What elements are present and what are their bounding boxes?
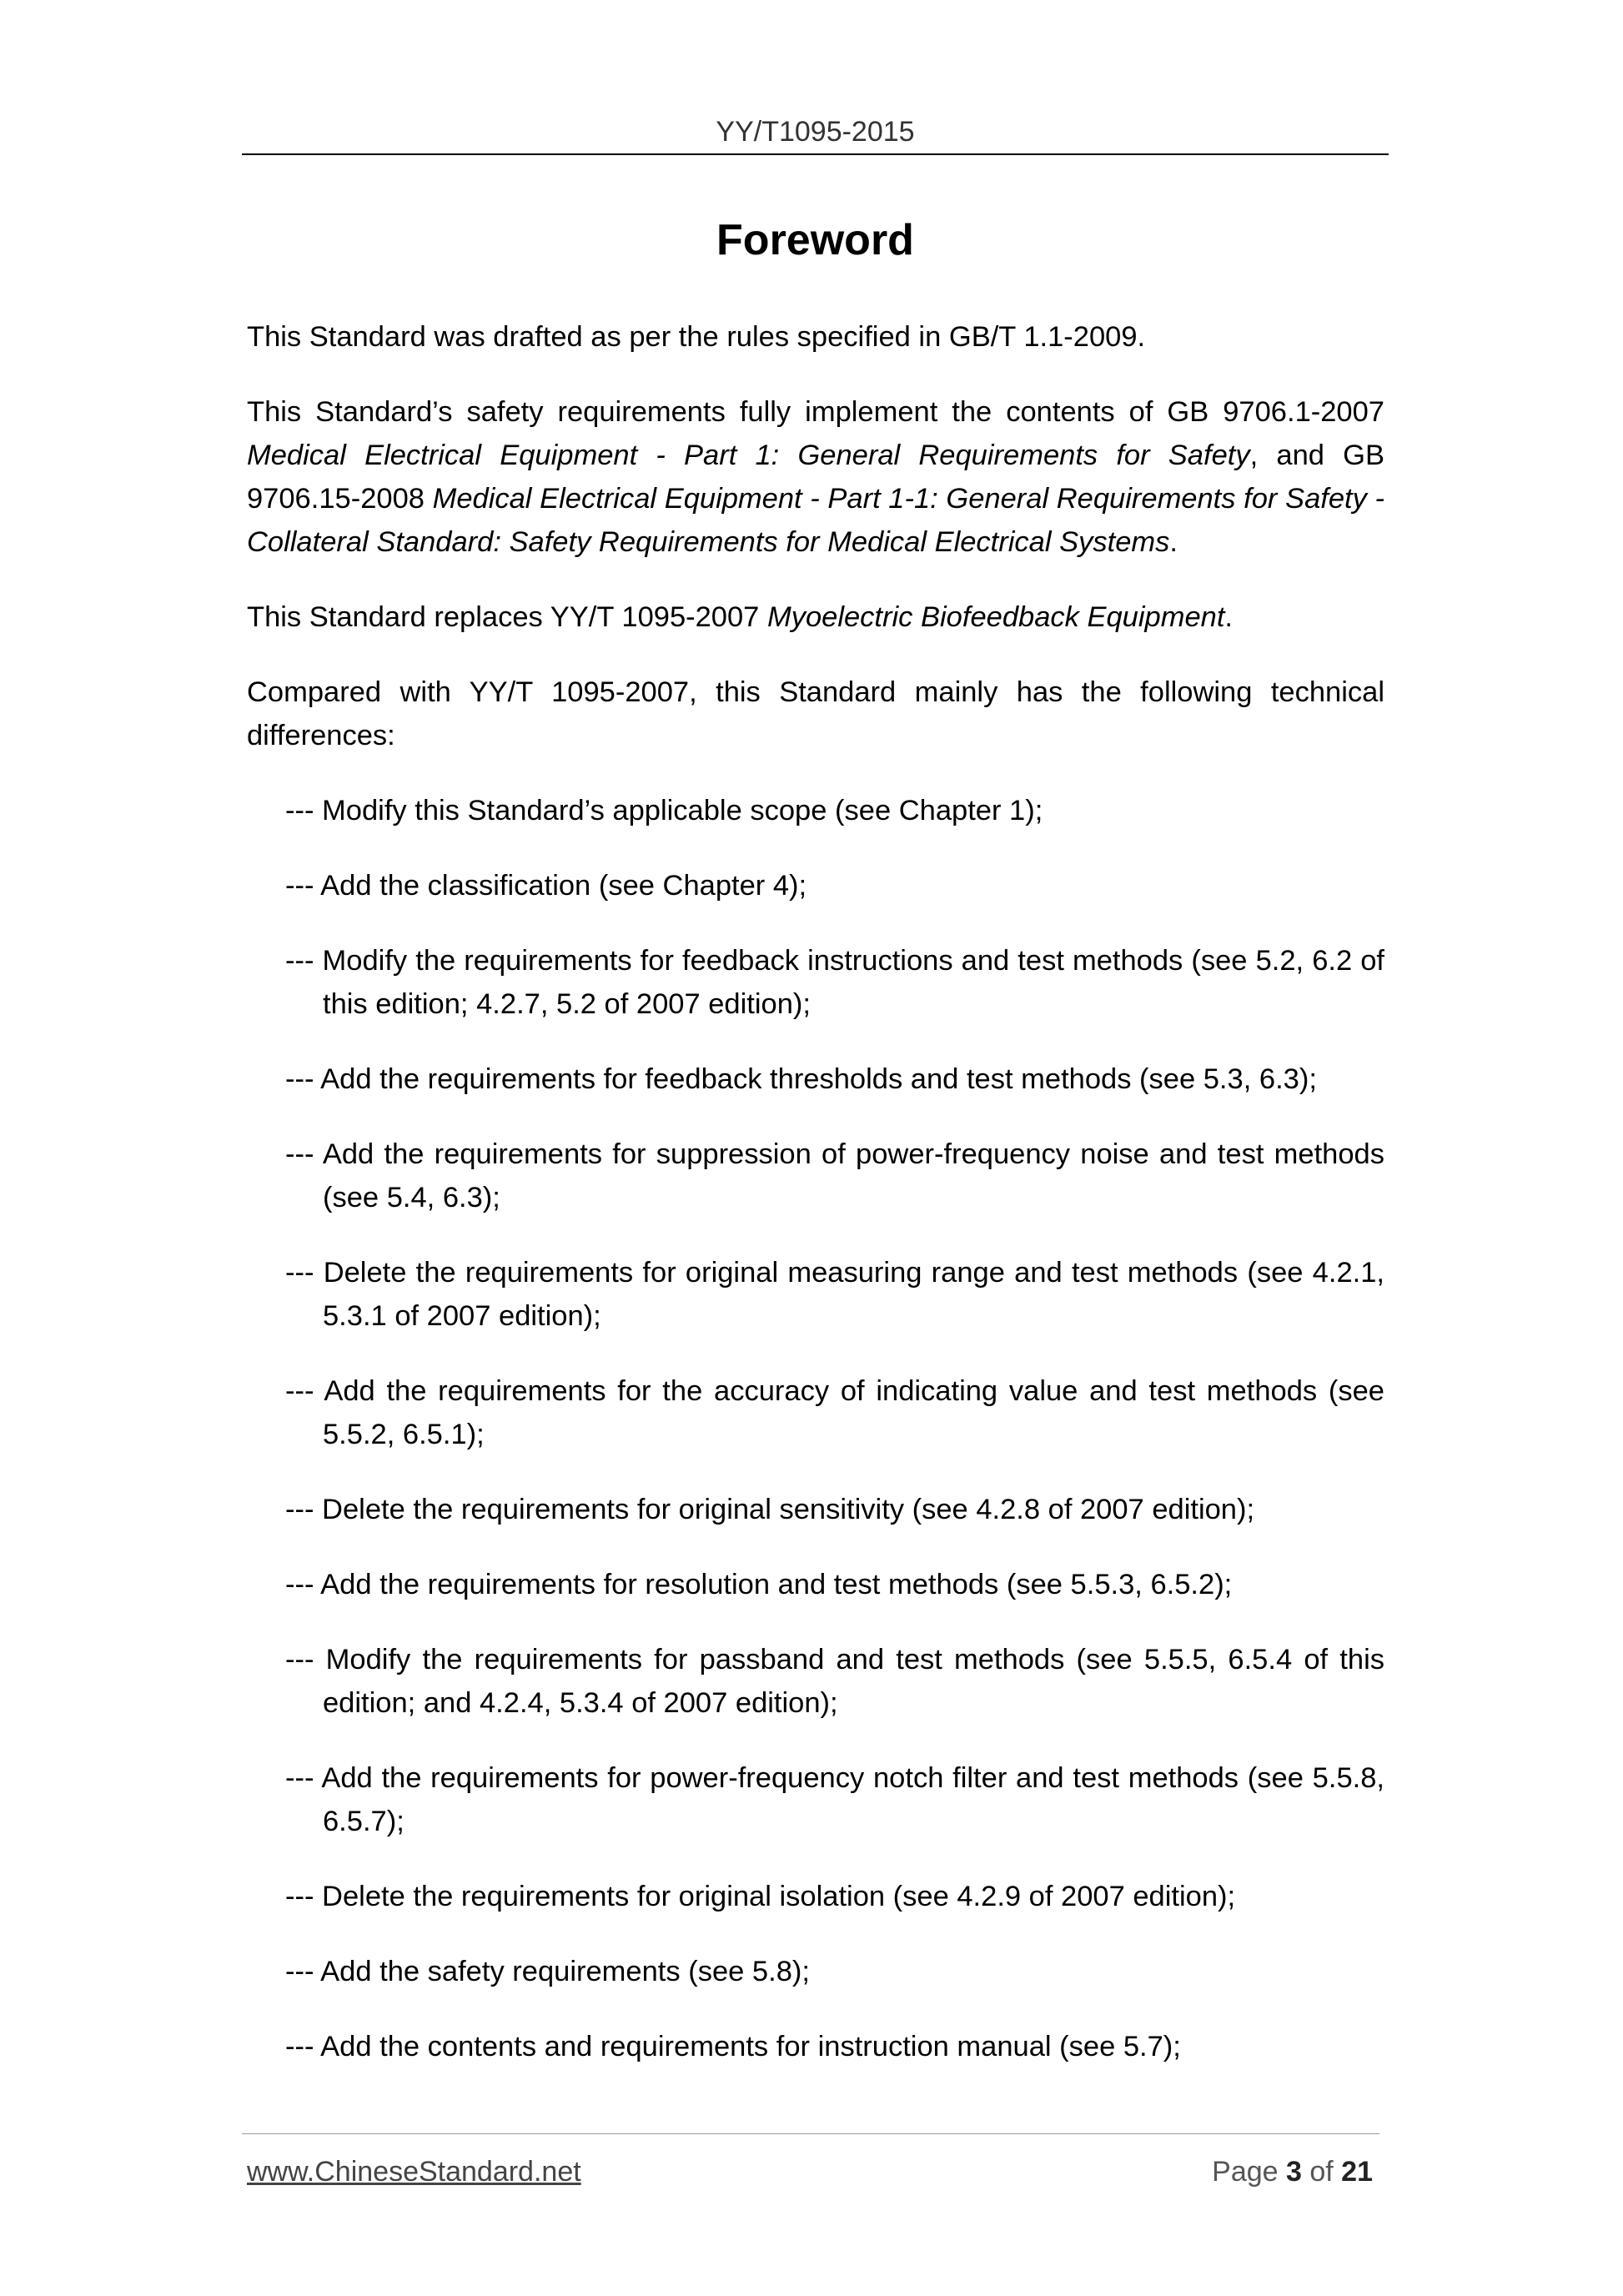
list-item: --- Add the classification (see Chapter 4); [285, 870, 807, 902]
list-item: --- Add the contents and requirements for instruction manual (see 5.7); [285, 2031, 1181, 2062]
page-of-text: of [1301, 2156, 1342, 2188]
page-number [1212, 2155, 1373, 2188]
current-page: 3 [1286, 2156, 1302, 2188]
paragraph-differences-intro: Compared with YY/T 1095-2007, this Standard mainly has the following technical differences: [247, 676, 1384, 751]
paragraph-drafting-rules: This Standard was drafted as per the rules specified in GB/T 1.1-2009. [247, 321, 1146, 353]
text-span: This Standard replaces YY/T 1095-2007 [247, 601, 767, 633]
header-divider [242, 153, 1389, 155]
total-pages: 21 [1341, 2156, 1373, 2188]
italic-standard-title: Medical Electrical Equipment - Part 1: General Requirements for Safety [247, 440, 1250, 471]
paragraph-replaces [247, 595, 1384, 639]
document-body [247, 315, 1384, 2068]
page-prefix: Page [1212, 2156, 1286, 2188]
italic-standard-title: Medical Electrical Equipment - Part 1-1: General Requirements for Safety - Collateral Standard: Safety Requirements for Medical Electrical Systems [247, 483, 1384, 558]
list-item: --- Add the requirements for resolution and test methods (see 5.5.3, 6.5.2); [285, 1569, 1233, 1600]
italic-standard-title: Myoelectric Biofeedback Equipment [766, 601, 1225, 633]
paragraph-safety-requirements [247, 390, 1384, 564]
list-item: --- Delete the requirements for original measuring range and test methods (see 4.2.1, 5.3.1 of 2007 edition); [285, 1257, 1384, 1332]
document-code-header: YY/T1095-2015 [716, 116, 915, 148]
text-span: . [1169, 526, 1178, 558]
website-link[interactable]: www.ChineseStandard.net [247, 2156, 581, 2188]
list-item: --- Add the requirements for power-frequency notch filter and test methods (see 5.5.8, 6.5.7); [285, 1762, 1384, 1837]
text-span: This Standard’s safety requirements fully implement the contents of GB 9706.1-2007 [247, 396, 1384, 428]
footer-divider [242, 2133, 1379, 2134]
list-item: --- Add the requirements for the accuracy of indicating value and test methods (see 5.5.2, 6.5.1); [285, 1375, 1384, 1450]
differences-list [247, 789, 1384, 2068]
list-item: --- Delete the requirements for original sensitivity (see 4.2.8 of 2007 edition); [285, 1494, 1255, 1525]
text-span: . [1224, 601, 1233, 633]
list-item: --- Modify the requirements for feedback instructions and test methods (see 5.2, 6.2 of this edition; 4.2.7, 5.2 of 2007 edition); [285, 945, 1384, 1020]
list-item: --- Add the requirements for feedback thresholds and test methods (see 5.3, 6.3); [285, 1063, 1317, 1095]
list-item: --- Modify the requirements for passband and test methods (see 5.5.5, 6.5.4 of this edition; and 4.2.4, 5.3.4 of 2007 edition); [285, 1644, 1384, 1719]
text-span: , and GB 9706.15-2008 [247, 440, 1384, 515]
list-item: --- Add the safety requirements (see 5.8); [285, 1956, 810, 1987]
list-item: --- Modify this Standard’s applicable scope (see Chapter 1); [285, 795, 1043, 826]
page-title: Foreword [716, 216, 914, 264]
list-item: --- Delete the requirements for original isolation (see 4.2.9 of 2007 edition); [285, 1881, 1236, 1912]
list-item: --- Add the requirements for suppression of power-frequency noise and test methods (see 5.4, 6.3); [285, 1138, 1384, 1213]
